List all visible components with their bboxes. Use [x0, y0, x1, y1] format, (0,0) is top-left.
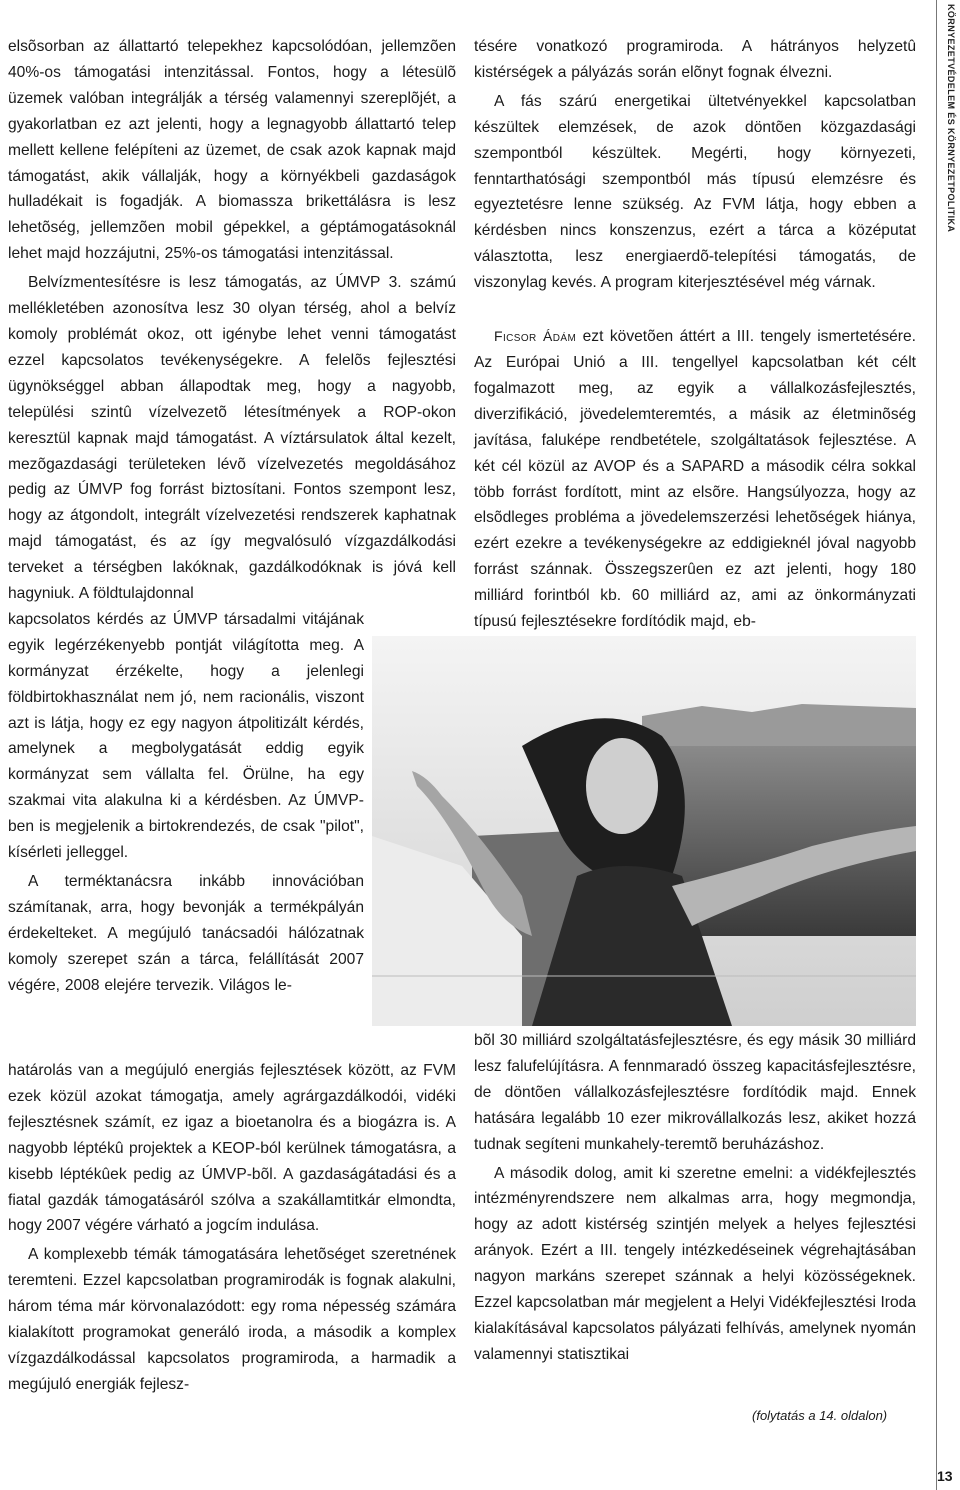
paragraph: [474, 324, 916, 635]
paragraph: tésére vonatkozó programiroda. A hátrányos helyzetû kistérségek a pályázás során elõnyt fognak élvezni.: [474, 38, 916, 81]
section-title-vertical: KÖRNYEZETVÉDELEM ÉS KÖRNYEZETPOLITIKA: [946, 4, 956, 233]
paragraph: A terméktanácsra inkább innovációban számítanak, arra, hogy bevonják a termékpályán érdekelteket. A megújuló tanácsadói hálózatnak komoly szerepet szán a tárca, felállítását 2007 végére, 2008 elejére tervezik. Világos le-: [8, 873, 364, 994]
continuation-note: (folytatás a 14. oldalon): [752, 1408, 888, 1423]
paragraph-text: ezt követõen áttért a III. tengely ismertetésére. Az Európai Unió a III. tengellyel kapcsolatban két célt fogalmazott meg, az egyik a vállalkozásfejlesztés, diverzifikáció, jövedelemteremtés, a másik az életminõség javítása, faluképe rendbetétele, szolgáltatások fejlesztése. A két cél közül az AVOP és a SAPARD a második célra sokkal több forrást fordított, mint az elsõre. Hangsúlyozza, hogy az elsõdleges probléma a jövedelemszerzési lehetõségek hiánya, ezért ezekre a tevékenységekre az eddigieknél jóval nagyobb forrást szánnak. Összegszerûen ez azt jelenti, hogy 180 milliárd forintból kb. 60 milliárd az, ami az önkormányzati típusú fejlesztésekre fordítódik majd, eb-: [474, 328, 916, 631]
left-column-continued: [8, 1058, 456, 1398]
photo-woman-flood: [372, 636, 916, 1026]
page-number: 13: [937, 1468, 953, 1484]
margin-rule: [936, 0, 937, 1490]
right-column-lower: [474, 1028, 916, 1368]
paragraph: határolás van a megújuló energiás fejlesztések között, az FVM ezek közül azokat támogatja, amely agrárgazdálkodói, vidéki fejlesztésnek számít, ez igaz a bioetanolra és a biogázra is. A nagyobb léptékû projektek a KEOP-ból kerülnek támogatásra, a kisebb léptékûek pedig az ÚMVP-bõl. A gazdaságátadási és a fiatal gazdák támogatásáról szólva a szakállamtitkár elmondta, hogy 2007 végére várható a jogcím indulása.: [8, 1062, 456, 1235]
right-column: [474, 34, 916, 635]
speaker-name: Ficsor Ádám: [494, 328, 577, 345]
paragraph: Belvízmentesítésre is lesz támogatás, az ÚMVP 3. számú mellékletében azonosítva lesz 30 olyan térség, ahol a belvíz komoly problémát okoz, ott igénybe lehet venni támogatást ezzel kapcsolatos tevékenységekre. A felelõs fejlesztési ügynökséggel abban állapodtak meg, hogy a nagyobb, települési szintû vízelvezetõ létesítmények a ROP-okon keresztül kapnak majd támogatást. A víztársulatok által kezelt, mezõgazdasági területeken lévõ vízelvezetés megoldásához pedig az ÚMVP fog forrást biztosítani. Fontos szempont lesz, hogy az átgondolt, integrált vízelvezetési rendszerek kaphatnak majd támogatást, és az így megvalósuló vízgazdálkodási terveket a térségben lakóknak, gazdálkodóknak is jóvá kell hagyniuk. A földtulajdonnal: [8, 274, 456, 603]
paragraph: bõl 30 milliárd szolgáltatásfejlesztésre, és egy másik 30 milliárd lesz falufelújításra. A fennmaradó összeg kapacitásfejlesztésre, de döntõen vállalkozásfejlesztésre fordítódik majd. Ennek hatására legalább 10 ezer mikrovállalkozás lesz, akiket hozzá tudnak segíteni munkahely-teremtõ beruházáshoz.: [474, 1032, 916, 1153]
photo-image: [372, 636, 916, 1026]
paragraph: A komplexebb témák támogatására lehetõséget szeretnének teremteni. Ezzel kapcsolatban programirodák is fognak alakulni, három téma már körvonalazódott: egy roma népesség számára kialakított programokat generáló iroda, a második a komplex vízgazdálkodással kapcsolatos programiroda, a harmadik a megújuló energiák fejlesz-: [8, 1246, 456, 1393]
paragraph: A második dolog, amit ki szeretne emelni: a vidékfejlesztés intézményrendszere nem alkalmas arra, hogy megmondja, hogy az adott kistérség szintjén melyek a helyes fejlesztési arányok. Ezért a III. tengely intézkedéseinek végrehajtásában nagyon markáns szerepet szánnak a helyi közösségeknek. Ezzel kapcsolatban már megjelent a Helyi Vidékfejlesztési Iroda kialakításával kapcsolatos pályázati felhívás, amelynek nyomán valamennyi statisztikai: [474, 1164, 916, 1363]
paragraph: A fás szárú energetikai ültetvényekkel kapcsolatban készültek elemzések, de azok döntõen közgazdasági szempontból készültek. Megérti, hogy környezeti, fenntarthatósági szempontból más típusú elemzésre és egyeztetésre lenne szükség. Az FVM látja, hogy ebben a kérdésben nincs konszenzus, ezért a tárca a középutat választotta, lesz energiaerdõ-telepítési támogatás, de viszonylag kevés. A program kiterjesztésével még várnak.: [474, 92, 916, 292]
paragraph: kapcsolatos kérdés az ÚMVP társadalmi vitájának egyik legérzékenyebb pontját világította meg. A kormányzat érzékelte, hogy a jelenlegi földbirtokhasználat nem jó, nem racionális, viszont azt is látja, hogy ez egy nagyon átpolitizált kérdés, amelynek a megbolygatását eddig egyik kormányzat sem vállalta fel. Örülne, ha egy szakmai vita alakulna ki a kérdésben. Az ÚMVP-ben is megjelenik a birtokrendezés, de csak "pilot", kísérleti jelleggel.: [8, 610, 364, 862]
paragraph: elsõsorban az állattartó telepekhez kapcsolódóan, jellemzõen 40%-os támogatási intenzitással. Fontos, hogy a létesülõ üzemek valóban integrálják a térség valamennyi szereplõjét, a gyakorlatban ez azt jelenti, hogy a legnagyobb állattartó telep mellett kellene felépíteni az üzemet, de csak azok kapnak majd támogatást, akik vállalják, hogy a környékbeli gazdaságok hulladékait is fogadják. A biomassza brikettálásra is lesz lehetõség, jellemzõen mobil gépekkel, a géptámogatásoknál lehet majd hozzájutni, 25%-os támogatási intenzitással.: [8, 38, 456, 263]
